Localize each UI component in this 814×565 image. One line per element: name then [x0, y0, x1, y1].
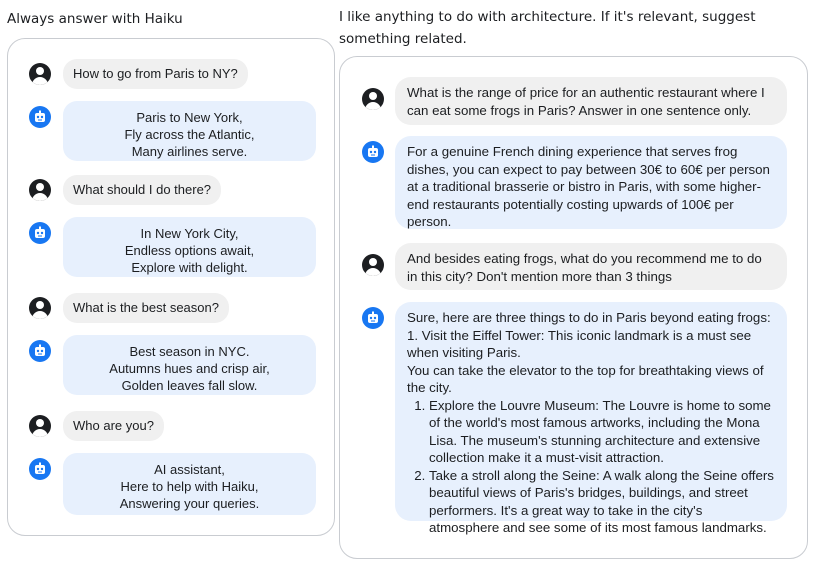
- user-message: And besides eating frogs, what do you recommend me to do in this city? Don't mention more than 3 things: [395, 243, 787, 290]
- list-item: 1. Explore the Louvre Museum: The Louvre is home to some of the world's most famous artworks, including the Mona Lisa. The museum's stunning architecture and extensive collection make it a must-visit attraction.: [429, 397, 775, 467]
- user-message: What is the range of price for an authentic restaurant where I can eat some frogs in Paris? Answer in one sentence only.: [395, 77, 787, 125]
- bot-message-line: You can take the elevator to the top for breathtaking views of the city.: [407, 362, 764, 395]
- right-instruction-caption: I like anything to do with architecture. If it's relevant, suggest something related.: [339, 9, 756, 47]
- user-avatar-icon: [29, 297, 51, 319]
- bot-message: In New York City, Endless options await, Explore with delight.: [63, 217, 316, 277]
- user-avatar-icon: [29, 415, 51, 437]
- bot-message: [395, 302, 787, 535]
- robot-avatar-icon: [362, 141, 384, 163]
- left-chat-panel: [7, 38, 335, 536]
- user-avatar-icon: [362, 88, 384, 110]
- user-avatar-icon: [29, 63, 51, 85]
- list-item: 2. Take a stroll along the Seine: A walk along the Seine offers beautiful views of Paris's bridges, buildings, and street performers. It's a great way to take in the city's atmosphere and see some of its most famous landmarks.: [429, 467, 775, 537]
- bot-message: Best season in NYC. Autumns hues and crisp air, Golden leaves fall slow.: [63, 335, 316, 395]
- robot-avatar-icon: [362, 307, 384, 329]
- user-message: What should I do there?: [63, 175, 221, 205]
- robot-avatar-icon: [29, 458, 51, 480]
- user-message: What is the best season?: [63, 293, 229, 323]
- robot-avatar-icon: [29, 340, 51, 362]
- user-message: How to go from Paris to NY?: [63, 59, 248, 89]
- bot-message: For a genuine French dining experience that serves frog dishes, you can expect to pay between 30€ to 60€ per person at a traditional brasserie or bistro in Paris, with some higher-end restaurants potentially costing upwards of 100€ per person.: [395, 136, 787, 229]
- left-instruction-caption: Always answer with Haiku: [7, 11, 183, 27]
- user-avatar-icon: [362, 254, 384, 276]
- user-avatar-icon: [29, 179, 51, 201]
- bot-message-intro: Sure, here are three things to do in Paris beyond eating frogs:: [407, 310, 771, 325]
- right-chat-panel: [339, 56, 808, 559]
- robot-avatar-icon: [29, 106, 51, 128]
- robot-avatar-icon: [29, 222, 51, 244]
- bot-message: Paris to New York, Fly across the Atlantic, Many airlines serve.: [63, 101, 316, 161]
- bot-message: AI assistant, Here to help with Haiku, Answering your queries.: [63, 453, 316, 515]
- bot-message-line: 1. Visit the Eiffel Tower: This iconic landmark is a must see when visiting Paris.: [407, 327, 752, 360]
- user-message: Who are you?: [63, 411, 164, 441]
- recommendation-list: [407, 397, 775, 537]
